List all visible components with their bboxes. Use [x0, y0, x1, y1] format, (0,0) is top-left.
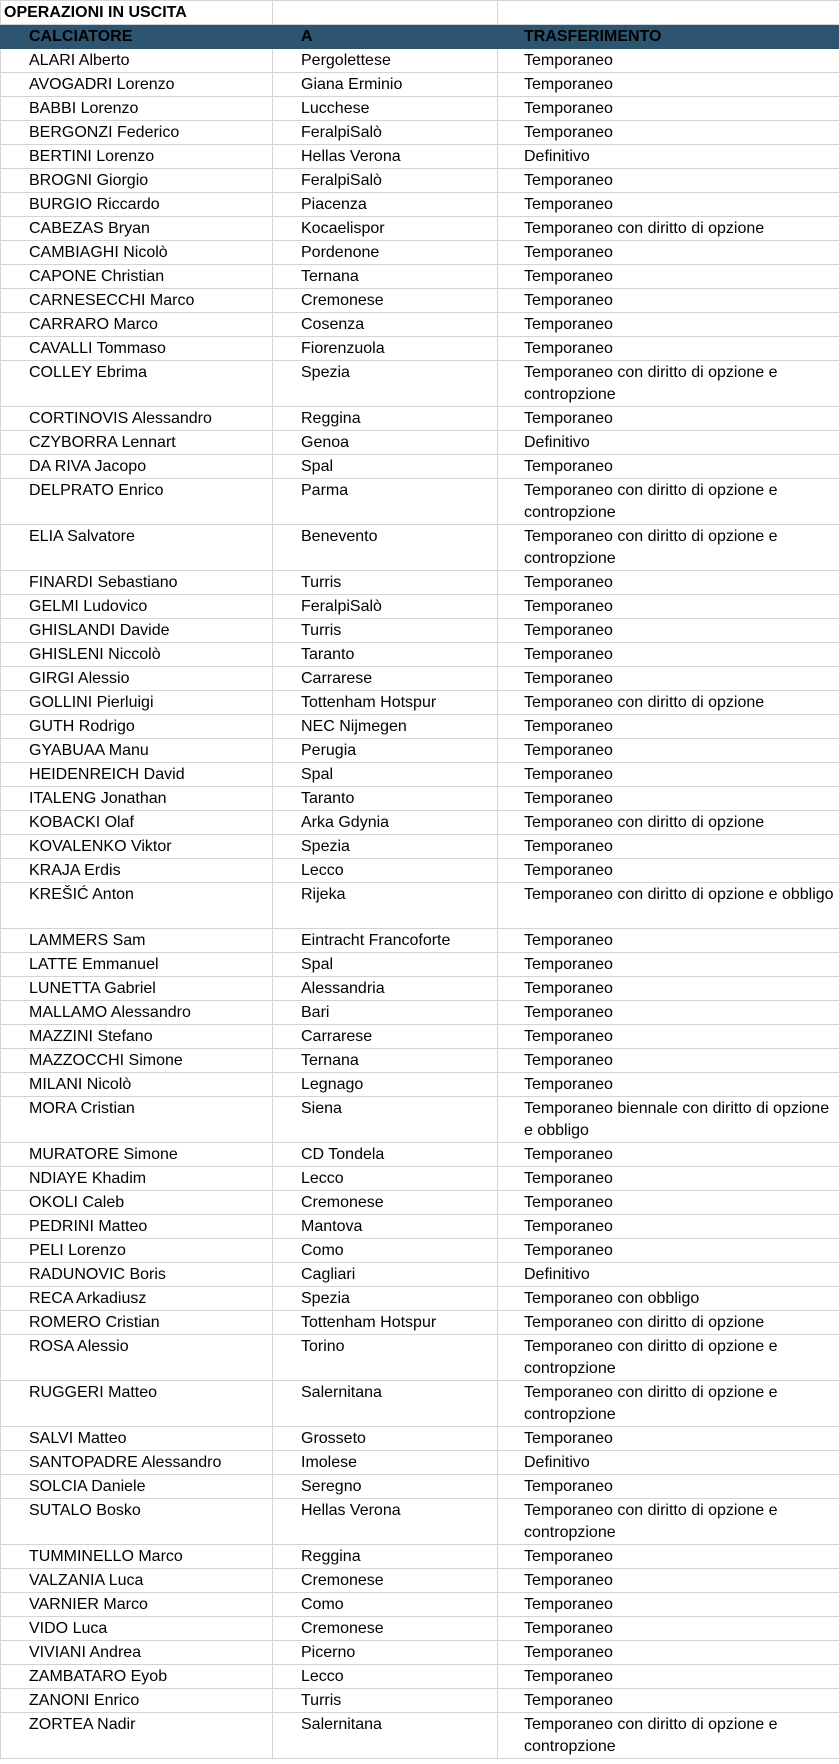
cell-destination: Spal	[273, 953, 498, 977]
table-row	[1, 619, 839, 643]
cell-player: CAVALLI Tommaso	[1, 337, 273, 361]
table-row	[1, 1215, 839, 1239]
cell-destination: Lecco	[273, 1167, 498, 1191]
table-row	[1, 1335, 839, 1381]
cell-transfer: Temporaneo	[498, 643, 839, 667]
cell-destination: Como	[273, 1239, 498, 1263]
cell-transfer: Temporaneo con diritto di opzione e contropzione	[498, 1381, 839, 1427]
cell-transfer: Temporaneo	[498, 787, 839, 811]
cell-destination: Alessandria	[273, 977, 498, 1001]
column-header-player: CALCIATORE	[1, 25, 273, 49]
table-row	[1, 241, 839, 265]
empty-cell	[498, 1, 839, 25]
table-row	[1, 1545, 839, 1569]
cell-player: GOLLINI Pierluigi	[1, 691, 273, 715]
cell-destination: Legnago	[273, 1073, 498, 1097]
cell-player: RUGGERI Matteo	[1, 1381, 273, 1427]
cell-transfer: Temporaneo	[498, 1239, 839, 1263]
cell-player: MALLAMO Alessandro	[1, 1001, 273, 1025]
table-row	[1, 97, 839, 121]
cell-destination: Cremonese	[273, 289, 498, 313]
table-row	[1, 121, 839, 145]
cell-destination: Cremonese	[273, 1569, 498, 1593]
cell-transfer: Temporaneo	[498, 1073, 839, 1097]
table-row	[1, 715, 839, 739]
cell-transfer: Temporaneo	[498, 619, 839, 643]
cell-destination: Arka Gdynia	[273, 811, 498, 835]
cell-transfer: Temporaneo con diritto di opzione	[498, 217, 839, 241]
table-row	[1, 1475, 839, 1499]
cell-transfer: Temporaneo	[498, 953, 839, 977]
cell-destination: Perugia	[273, 739, 498, 763]
cell-player: CORTINOVIS Alessandro	[1, 407, 273, 431]
table-row	[1, 1049, 839, 1073]
cell-transfer: Temporaneo	[498, 571, 839, 595]
cell-player: NDIAYE Khadim	[1, 1167, 273, 1191]
cell-destination: Siena	[273, 1097, 498, 1143]
cell-player: KRAJA Erdis	[1, 859, 273, 883]
cell-player: KOBACKI Olaf	[1, 811, 273, 835]
cell-player: LATTE Emmanuel	[1, 953, 273, 977]
cell-player: CAPONE Christian	[1, 265, 273, 289]
cell-destination: CD Tondela	[273, 1143, 498, 1167]
cell-player: GIRGI Alessio	[1, 667, 273, 691]
table-row	[1, 313, 839, 337]
cell-player: LAMMERS Sam	[1, 929, 273, 953]
cell-transfer: Temporaneo	[498, 1427, 839, 1451]
table-row	[1, 1287, 839, 1311]
cell-destination: Seregno	[273, 1475, 498, 1499]
cell-player: BROGNI Giorgio	[1, 169, 273, 193]
table-row	[1, 1569, 839, 1593]
cell-player: CZYBORRA Lennart	[1, 431, 273, 455]
cell-destination: FeralpiSalò	[273, 595, 498, 619]
cell-player: DA RIVA Jacopo	[1, 455, 273, 479]
cell-transfer: Temporaneo	[498, 1025, 839, 1049]
cell-player: ZANONI Enrico	[1, 1689, 273, 1713]
cell-destination: Pordenone	[273, 241, 498, 265]
column-header-destination: A	[273, 25, 498, 49]
table-row	[1, 1689, 839, 1713]
cell-destination: Spal	[273, 763, 498, 787]
cell-transfer: Temporaneo	[498, 73, 839, 97]
cell-transfer: Temporaneo biennale con diritto di opzione e obbligo	[498, 1097, 839, 1143]
cell-destination: Grosseto	[273, 1427, 498, 1451]
table-row	[1, 571, 839, 595]
table-row	[1, 811, 839, 835]
cell-destination: Spezia	[273, 835, 498, 859]
table-row	[1, 1143, 839, 1167]
cell-player: OKOLI Caleb	[1, 1191, 273, 1215]
cell-transfer: Temporaneo	[498, 1545, 839, 1569]
cell-transfer: Temporaneo	[498, 1665, 839, 1689]
cell-destination: Turris	[273, 1689, 498, 1713]
cell-transfer: Temporaneo con diritto di opzione e contropzione	[498, 525, 839, 571]
cell-destination: Ternana	[273, 1049, 498, 1073]
cell-transfer: Temporaneo	[498, 667, 839, 691]
cell-player: GUTH Rodrigo	[1, 715, 273, 739]
cell-destination: Mantova	[273, 1215, 498, 1239]
cell-player: COLLEY Ebrima	[1, 361, 273, 407]
cell-destination: Ternana	[273, 265, 498, 289]
empty-cell	[273, 1, 498, 25]
cell-player: AVOGADRI Lorenzo	[1, 73, 273, 97]
cell-destination: Cagliari	[273, 1263, 498, 1287]
table-row	[1, 49, 839, 73]
table-row	[1, 883, 839, 929]
cell-player: ZORTEA Nadir	[1, 1713, 273, 1759]
cell-player: BERTINI Lorenzo	[1, 145, 273, 169]
cell-transfer: Temporaneo	[498, 1641, 839, 1665]
cell-transfer: Temporaneo	[498, 1475, 839, 1499]
cell-destination: Taranto	[273, 787, 498, 811]
table-row	[1, 1381, 839, 1427]
cell-player: CARRARO Marco	[1, 313, 273, 337]
cell-destination: Fiorenzuola	[273, 337, 498, 361]
cell-destination: Bari	[273, 1001, 498, 1025]
table-row	[1, 929, 839, 953]
table-row	[1, 407, 839, 431]
cell-player: VARNIER Marco	[1, 1593, 273, 1617]
table-row	[1, 595, 839, 619]
cell-player: KOVALENKO Viktor	[1, 835, 273, 859]
cell-player: BABBI Lorenzo	[1, 97, 273, 121]
table-row	[1, 1427, 839, 1451]
cell-transfer: Temporaneo con diritto di opzione	[498, 811, 839, 835]
table-row	[1, 763, 839, 787]
table-row	[1, 361, 839, 407]
cell-transfer: Temporaneo	[498, 1215, 839, 1239]
cell-transfer: Temporaneo con obbligo	[498, 1287, 839, 1311]
cell-destination: Como	[273, 1593, 498, 1617]
cell-player: RADUNOVIC Boris	[1, 1263, 273, 1287]
cell-player: CABEZAS Bryan	[1, 217, 273, 241]
cell-destination: Salernitana	[273, 1381, 498, 1427]
cell-player: GYABUAA Manu	[1, 739, 273, 763]
cell-transfer: Temporaneo	[498, 715, 839, 739]
cell-transfer: Temporaneo	[498, 337, 839, 361]
cell-transfer: Temporaneo	[498, 859, 839, 883]
table-row	[1, 1025, 839, 1049]
cell-destination: Genoa	[273, 431, 498, 455]
cell-destination: Torino	[273, 1335, 498, 1381]
table-title: OPERAZIONI IN USCITA	[1, 1, 273, 25]
cell-destination: FeralpiSalò	[273, 121, 498, 145]
cell-transfer: Definitivo	[498, 1263, 839, 1287]
cell-transfer: Temporaneo	[498, 929, 839, 953]
cell-player: ELIA Salvatore	[1, 525, 273, 571]
cell-player: ROSA Alessio	[1, 1335, 273, 1381]
cell-transfer: Temporaneo	[498, 169, 839, 193]
cell-destination: Tottenham Hotspur	[273, 691, 498, 715]
table-row	[1, 145, 839, 169]
table-row	[1, 1263, 839, 1287]
cell-destination: Lucchese	[273, 97, 498, 121]
cell-destination: Hellas Verona	[273, 1499, 498, 1545]
cell-player: MAZZOCCHI Simone	[1, 1049, 273, 1073]
cell-transfer: Definitivo	[498, 431, 839, 455]
cell-destination: Tottenham Hotspur	[273, 1311, 498, 1335]
cell-destination: Carrarese	[273, 667, 498, 691]
cell-destination: Parma	[273, 479, 498, 525]
cell-destination: Cosenza	[273, 313, 498, 337]
cell-transfer: Temporaneo	[498, 1001, 839, 1025]
cell-transfer: Temporaneo	[498, 193, 839, 217]
cell-transfer: Temporaneo	[498, 1569, 839, 1593]
cell-transfer: Temporaneo	[498, 121, 839, 145]
cell-transfer: Temporaneo con diritto di opzione	[498, 691, 839, 715]
table-row	[1, 1713, 839, 1759]
cell-transfer: Temporaneo	[498, 265, 839, 289]
table-row	[1, 337, 839, 361]
table-row	[1, 835, 839, 859]
cell-transfer: Temporaneo	[498, 97, 839, 121]
table-row	[1, 1001, 839, 1025]
cell-transfer: Temporaneo	[498, 1191, 839, 1215]
table-row	[1, 859, 839, 883]
cell-player: MAZZINI Stefano	[1, 1025, 273, 1049]
cell-destination: Kocaelispor	[273, 217, 498, 241]
cell-transfer: Temporaneo	[498, 595, 839, 619]
table-row	[1, 1191, 839, 1215]
cell-destination: Spezia	[273, 1287, 498, 1311]
cell-player: ALARI Alberto	[1, 49, 273, 73]
column-header-transfer: TRASFERIMENTO	[498, 25, 839, 49]
table-row	[1, 479, 839, 525]
table-row	[1, 73, 839, 97]
cell-destination: Taranto	[273, 643, 498, 667]
table-row	[1, 977, 839, 1001]
cell-player: CAMBIAGHI Nicolò	[1, 241, 273, 265]
cell-player: LUNETTA Gabriel	[1, 977, 273, 1001]
cell-player: SALVI Matteo	[1, 1427, 273, 1451]
cell-destination: Spal	[273, 455, 498, 479]
table-row	[1, 525, 839, 571]
table-row	[1, 1665, 839, 1689]
cell-destination: FeralpiSalò	[273, 169, 498, 193]
cell-player: DELPRATO Enrico	[1, 479, 273, 525]
table-row	[1, 1239, 839, 1263]
cell-transfer: Temporaneo	[498, 977, 839, 1001]
cell-player: SUTALO Bosko	[1, 1499, 273, 1545]
cell-transfer: Temporaneo	[498, 1593, 839, 1617]
cell-transfer: Temporaneo con diritto di opzione e obbligo	[498, 883, 839, 929]
cell-player: KREŠIĆ Anton	[1, 883, 273, 929]
cell-destination: Giana Erminio	[273, 73, 498, 97]
cell-destination: Reggina	[273, 407, 498, 431]
cell-destination: Salernitana	[273, 1713, 498, 1759]
cell-player: PELI Lorenzo	[1, 1239, 273, 1263]
table-row	[1, 1073, 839, 1097]
cell-transfer: Temporaneo	[498, 1689, 839, 1713]
cell-player: SOLCIA Daniele	[1, 1475, 273, 1499]
table-row	[1, 691, 839, 715]
table-row	[1, 667, 839, 691]
table-row	[1, 739, 839, 763]
table-row	[1, 431, 839, 455]
cell-player: TUMMINELLO Marco	[1, 1545, 273, 1569]
cell-transfer: Temporaneo	[498, 455, 839, 479]
cell-player: VIDO Luca	[1, 1617, 273, 1641]
cell-player: GHISLENI Niccolò	[1, 643, 273, 667]
table-row	[1, 265, 839, 289]
cell-transfer: Temporaneo	[498, 313, 839, 337]
table-row	[1, 217, 839, 241]
cell-player: RECA Arkadiusz	[1, 1287, 273, 1311]
cell-destination: Lecco	[273, 859, 498, 883]
cell-player: CARNESECCHI Marco	[1, 289, 273, 313]
cell-transfer: Temporaneo con diritto di opzione e contropzione	[498, 1713, 839, 1759]
cell-transfer: Temporaneo con diritto di opzione e contropzione	[498, 479, 839, 525]
cell-transfer: Temporaneo con diritto di opzione e contropzione	[498, 1499, 839, 1545]
cell-player: ZAMBATARO Eyob	[1, 1665, 273, 1689]
table-row	[1, 1617, 839, 1641]
table-row	[1, 1641, 839, 1665]
cell-destination: Pergolettese	[273, 49, 498, 73]
cell-transfer: Temporaneo con diritto di opzione e contropzione	[498, 361, 839, 407]
cell-player: PEDRINI Matteo	[1, 1215, 273, 1239]
table-row	[1, 1311, 839, 1335]
header-row	[1, 25, 839, 49]
cell-player: MURATORE Simone	[1, 1143, 273, 1167]
cell-transfer: Temporaneo	[498, 739, 839, 763]
cell-destination: Piacenza	[273, 193, 498, 217]
table-row	[1, 1499, 839, 1545]
cell-transfer: Definitivo	[498, 1451, 839, 1475]
cell-destination: Eintracht Francoforte	[273, 929, 498, 953]
table-row	[1, 289, 839, 313]
cell-transfer: Temporaneo con diritto di opzione e contropzione	[498, 1335, 839, 1381]
table-row	[1, 1451, 839, 1475]
cell-player: HEIDENREICH David	[1, 763, 273, 787]
table-row	[1, 1097, 839, 1143]
cell-player: MORA Cristian	[1, 1097, 273, 1143]
cell-destination: Turris	[273, 619, 498, 643]
cell-player: GELMI Ludovico	[1, 595, 273, 619]
cell-player: VALZANIA Luca	[1, 1569, 273, 1593]
cell-player: MILANI Nicolò	[1, 1073, 273, 1097]
cell-transfer: Temporaneo	[498, 49, 839, 73]
cell-player: SANTOPADRE Alessandro	[1, 1451, 273, 1475]
cell-destination: Picerno	[273, 1641, 498, 1665]
cell-player: ROMERO Cristian	[1, 1311, 273, 1335]
cell-destination: Imolese	[273, 1451, 498, 1475]
cell-transfer: Temporaneo	[498, 763, 839, 787]
cell-destination: NEC Nijmegen	[273, 715, 498, 739]
cell-transfer: Temporaneo	[498, 1617, 839, 1641]
cell-transfer: Temporaneo	[498, 407, 839, 431]
table-row	[1, 1593, 839, 1617]
cell-player: BERGONZI Federico	[1, 121, 273, 145]
table-row	[1, 787, 839, 811]
cell-transfer: Temporaneo	[498, 1049, 839, 1073]
cell-player: FINARDI Sebastiano	[1, 571, 273, 595]
table-row	[1, 953, 839, 977]
cell-transfer: Definitivo	[498, 145, 839, 169]
cell-destination: Hellas Verona	[273, 145, 498, 169]
cell-destination: Rijeka	[273, 883, 498, 929]
table-row	[1, 193, 839, 217]
cell-destination: Carrarese	[273, 1025, 498, 1049]
cell-transfer: Temporaneo	[498, 241, 839, 265]
table-row	[1, 455, 839, 479]
cell-transfer: Temporaneo	[498, 1143, 839, 1167]
cell-destination: Turris	[273, 571, 498, 595]
table-row	[1, 169, 839, 193]
cell-destination: Reggina	[273, 1545, 498, 1569]
cell-destination: Lecco	[273, 1665, 498, 1689]
cell-transfer: Temporaneo con diritto di opzione	[498, 1311, 839, 1335]
cell-transfer: Temporaneo	[498, 1167, 839, 1191]
cell-player: BURGIO Riccardo	[1, 193, 273, 217]
cell-player: GHISLANDI Davide	[1, 619, 273, 643]
cell-destination: Spezia	[273, 361, 498, 407]
title-row	[1, 1, 839, 25]
cell-destination: Cremonese	[273, 1191, 498, 1215]
cell-destination: Cremonese	[273, 1617, 498, 1641]
cell-player: ITALENG Jonathan	[1, 787, 273, 811]
cell-transfer: Temporaneo	[498, 289, 839, 313]
cell-destination: Benevento	[273, 525, 498, 571]
cell-transfer: Temporaneo	[498, 835, 839, 859]
cell-player: VIVIANI Andrea	[1, 1641, 273, 1665]
table-row	[1, 1167, 839, 1191]
table-row	[1, 643, 839, 667]
